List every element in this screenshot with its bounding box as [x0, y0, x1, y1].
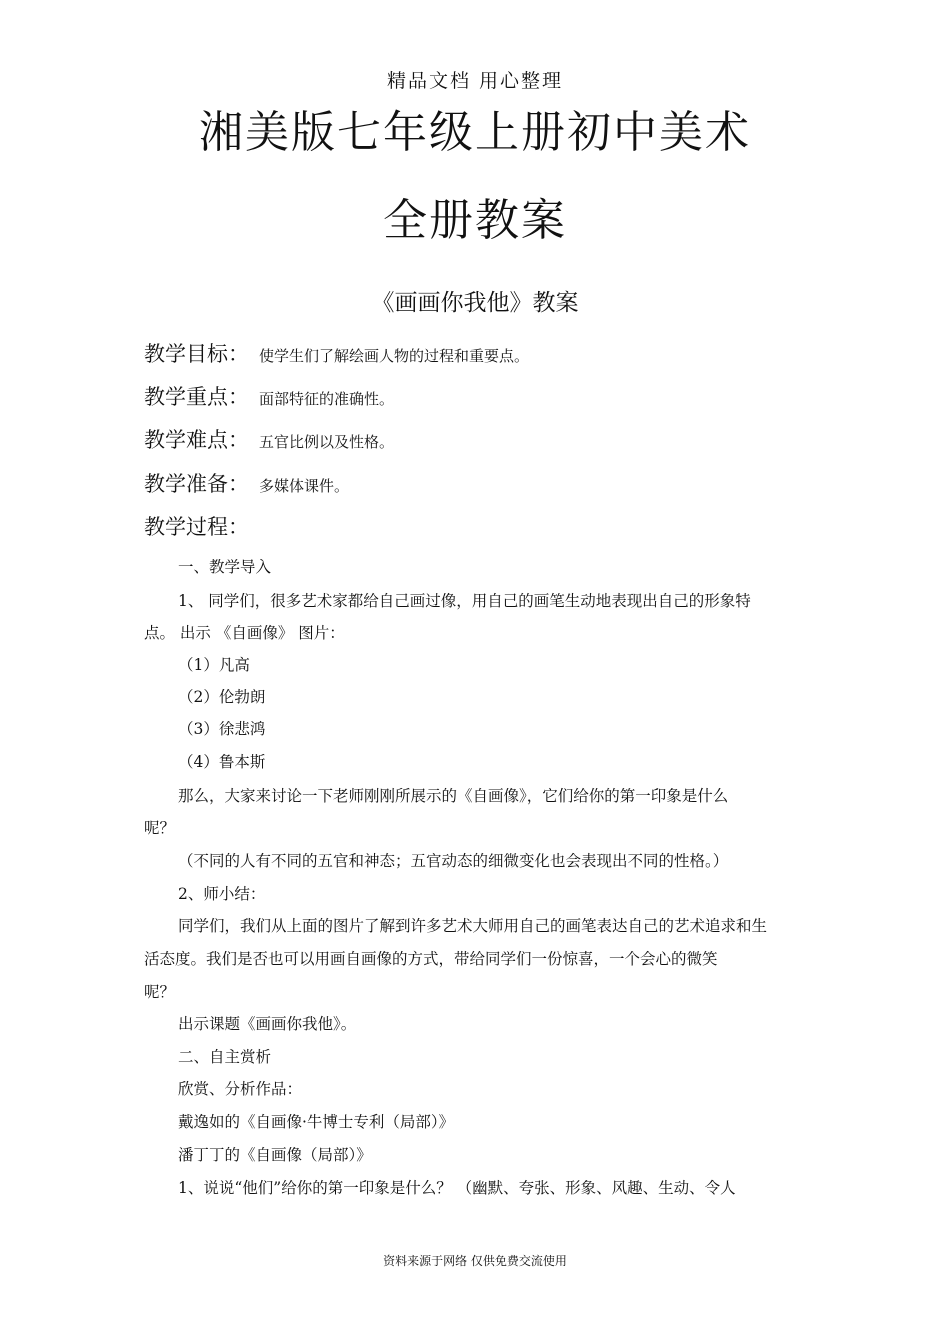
paragraph-line: 潘丁丁的《自画像（局部）》	[178, 1146, 372, 1164]
section-heading: 一、教学导入	[178, 558, 272, 576]
field-value: 多媒体课件。	[259, 477, 350, 495]
list-item: （3）徐悲鸿	[178, 720, 266, 738]
field-label: 教学重点：	[144, 385, 249, 409]
list-item: （2）伦勃朗	[178, 688, 266, 706]
field-value: 面部特征的准确性。	[259, 390, 395, 408]
list-item: （4）鲁本斯	[178, 753, 266, 771]
paragraph-line: 呢？	[144, 819, 176, 837]
field-process	[144, 511, 249, 545]
paragraph-line: 点。 出示 《自画像》 图片：	[144, 624, 345, 642]
section-heading: 2、师小结：	[178, 885, 266, 903]
paragraph-line: 出示课题《画画你我他》。	[178, 1015, 357, 1033]
field-label: 教学难点：	[144, 428, 249, 452]
paragraph-line: 那么，大家来讨论一下老师刚刚所展示的《自画像》，它们给你的第一印象是什么	[178, 787, 729, 805]
paragraph-line: （不同的人有不同的五官和神态；五官动态的细微变化也会表现出不同的性格。）	[178, 852, 729, 870]
document-title-line1: 湘美版七年级上册初中美术	[199, 107, 751, 158]
paragraph-line: 1、 同学们，很多艺术家都给自己画过像，用自己的画笔生动地表现出自己的形象特	[178, 592, 751, 610]
lesson-title: 《画画你我他》教案	[371, 290, 579, 316]
document-title-line2: 全册教案	[383, 195, 567, 246]
section-heading: 二、自主赏析	[178, 1048, 272, 1066]
field-key-point	[144, 381, 394, 415]
footer-note: 资料来源于网络 仅供免费交流使用	[383, 1254, 567, 1268]
paragraph-line: 同学们，我们从上面的图片了解到许多艺术大师用自己的画笔表达自己的艺术追求和生	[178, 917, 768, 935]
field-value: 五官比例以及性格。	[259, 433, 395, 451]
field-value: 使学生们了解绘画人物的过程和重要点。	[259, 347, 530, 365]
list-item: （1）凡高	[178, 656, 250, 674]
field-preparation	[144, 468, 349, 502]
field-label: 教学过程：	[144, 515, 249, 539]
paragraph-line: 欣赏、分析作品：	[178, 1080, 303, 1098]
field-label: 教学目标：	[144, 342, 249, 366]
field-difficulty	[144, 424, 394, 458]
paragraph-line: 活态度。我们是否也可以用画自画像的方式，带给同学们一份惊喜，一个会心的微笑	[144, 950, 718, 968]
paragraph-line: 呢？	[144, 983, 176, 1001]
paragraph-line: 戴逸如的《自画像·牛博士专利（局部）》	[178, 1113, 455, 1131]
field-teaching-goal	[144, 338, 529, 372]
paragraph-line: 1、说说“他们”给你的第一印象是什么？ （幽默、夸张、形象、风趣、生动、令人	[178, 1179, 736, 1197]
header-note: 精品文档 用心整理	[386, 70, 564, 92]
field-label: 教学准备：	[144, 472, 249, 496]
